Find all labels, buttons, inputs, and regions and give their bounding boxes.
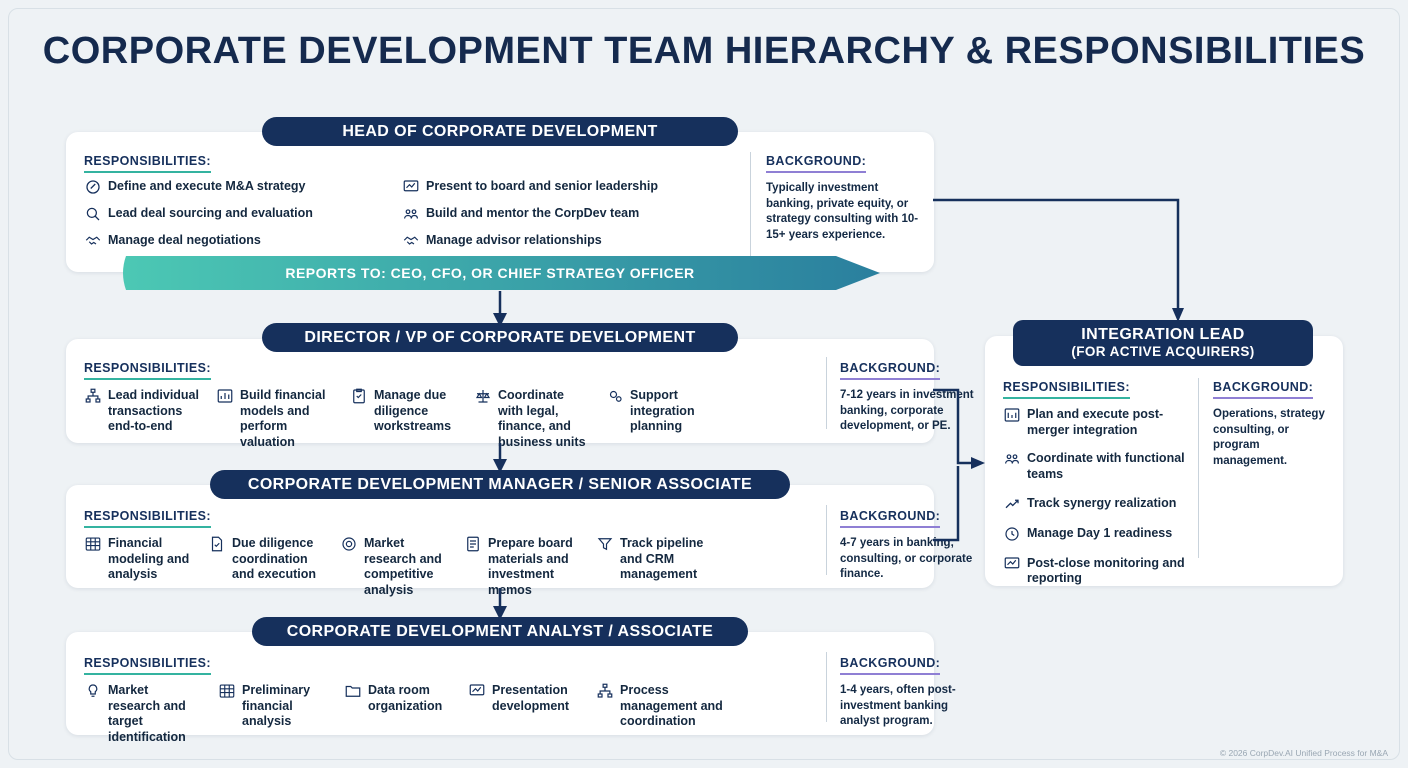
list-item-text: Manage advisor relationships — [426, 233, 602, 247]
integration-background-label: BACKGROUND: — [1213, 380, 1313, 399]
credit-text: © 2026 CorpDev.AI Unified Process for M&A — [1219, 748, 1388, 758]
title-head-of-corporate-development[interactable]: HEAD OF CORPORATE DEVELOPMENT — [262, 117, 738, 146]
list-item-text: Present to board and senior leadership — [426, 179, 659, 193]
list-item-text: Due diligence coordination and execution — [232, 536, 317, 582]
head-background-text: Typically investment banking, private equity, or strategy consulting with 10-15+ years experience. — [766, 182, 919, 241]
head-responsibilities-label: RESPONSIBILITIES: — [84, 154, 211, 173]
analyst-responsibilities-label: RESPONSIBILITIES: — [84, 656, 211, 675]
list-item-text: Prepare board materials and investment memos — [488, 536, 573, 597]
list-item-text: Preliminary financial analysis — [242, 683, 311, 729]
title-manager-senior-associate[interactable]: CORPORATE DEVELOPMENT MANAGER / SENIOR ASSOCIATE — [210, 470, 790, 499]
manager-background-text: 4-7 years in banking, consulting, or corporate finance. — [840, 537, 973, 581]
analyst-background-text: 1-4 years, often post-investment banking analyst program. — [840, 684, 956, 728]
list-item-text: Lead deal sourcing and evaluation — [108, 206, 313, 220]
list-item-text: Post-close monitoring and reporting — [1027, 555, 1185, 586]
list-item-text: Manage due diligence workstreams — [374, 388, 452, 434]
head-background-label: BACKGROUND: — [766, 154, 866, 173]
list-item-text: Track pipeline and CRM management — [620, 536, 704, 582]
list-item-text: Coordinate with functional teams — [1027, 451, 1185, 481]
list-item-text: Build and mentor the CorpDev team — [426, 206, 640, 220]
list-item-text: Coordinate with legal, finance, and business units — [498, 388, 586, 449]
manager-responsibilities-label: RESPONSIBILITIES: — [84, 509, 211, 528]
list-item-text: Data room organization — [368, 683, 443, 713]
integration-title-line2: (FOR ACTIVE ACQUIRERS) — [1071, 344, 1255, 360]
title-director-vp[interactable]: DIRECTOR / VP OF CORPORATE DEVELOPMENT — [262, 323, 738, 352]
list-item-text: Plan and execute post-merger integration — [1027, 407, 1164, 437]
director-responsibilities-label: RESPONSIBILITIES: — [84, 361, 211, 380]
list-item-text: Lead individual transactions end-to-end — [108, 388, 199, 434]
list-item-text: Market research and target identification — [108, 683, 186, 744]
list-item-text: Define and execute M&A strategy — [108, 179, 306, 193]
list-item-text: Manage Day 1 readiness — [1027, 525, 1173, 540]
list-item-text: Process management and coordination — [620, 683, 723, 729]
list-item-text: Build financial models and perform valuation — [240, 388, 326, 449]
list-item-text: Track synergy realization — [1027, 495, 1177, 510]
director-background-label: BACKGROUND: — [840, 361, 940, 380]
list-item-text: Support integration planning — [630, 388, 695, 434]
list-item-text: Manage deal negotiations — [108, 233, 261, 247]
list-item-text: Financial modeling and analysis — [108, 536, 190, 582]
list-item-text: Presentation development — [492, 683, 570, 713]
title-analyst-associate[interactable]: CORPORATE DEVELOPMENT ANALYST / ASSOCIATE — [252, 617, 748, 646]
integration-background-text: Operations, strategy consulting, or program management. — [1213, 408, 1325, 467]
page-title: CORPORATE DEVELOPMENT TEAM HIERARCHY & RESPONSIBILITIES — [42, 30, 1366, 72]
list-item-text: Market research and competitive analysis — [364, 536, 442, 597]
integration-title-line1: INTEGRATION LEAD — [1081, 326, 1245, 344]
director-background-text: 7-12 years in investment banking, corporate development, or PE. — [840, 389, 974, 433]
title-integration-lead[interactable] — [1013, 320, 1313, 366]
integration-responsibilities-label: RESPONSIBILITIES: — [1003, 380, 1130, 399]
analyst-background-label: BACKGROUND: — [840, 656, 940, 675]
manager-background-label: BACKGROUND: — [840, 509, 940, 528]
reports-to-text: REPORTS TO: CEO, CFO, OR CHIEF STRATEGY OFFICER — [285, 265, 695, 281]
reports-to-banner — [120, 255, 880, 291]
